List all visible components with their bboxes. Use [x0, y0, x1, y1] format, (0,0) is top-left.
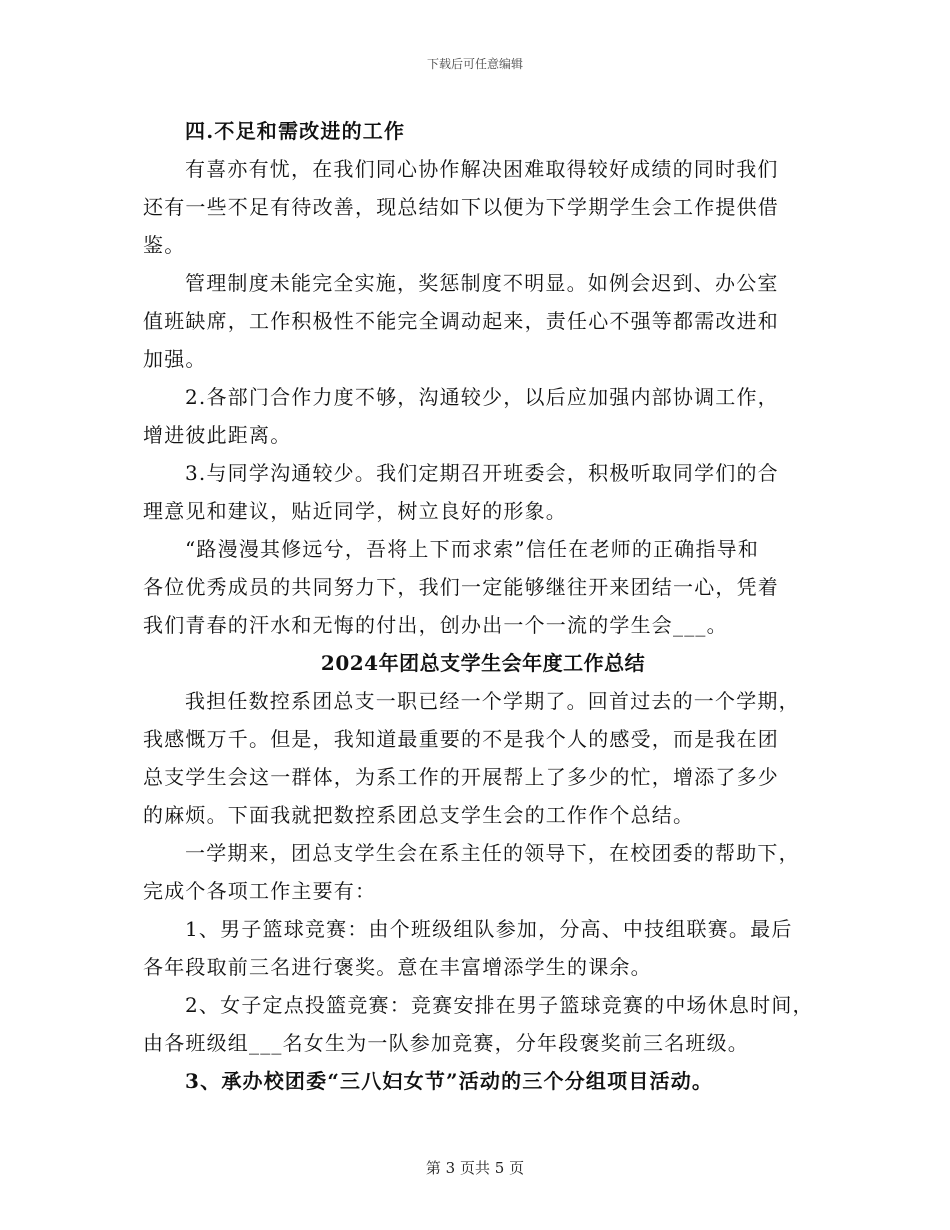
- document-title: 2024年团总支学生会年度工作总结: [320, 651, 646, 675]
- section-heading: 四.不足和需改进的工作: [185, 119, 406, 143]
- document-body: [143, 112, 823, 1100]
- paragraph-line: 3.与同学沟通较少。我们定期召开班委会，积极听取同学们的合: [185, 461, 779, 485]
- paragraph-line: 还有一些不足有待改善，现总结如下以便为下学期学生会工作提供借: [143, 195, 779, 219]
- paragraph-line: 各年段取前三名进行褒奖。意在丰富增添学生的课余。: [143, 955, 652, 979]
- paragraph-line: 有喜亦有忧，在我们同心协作解决困难取得较好成绩的同时我们: [185, 157, 779, 181]
- paragraph-line: 总支学生会这一群体，为系工作的开展帮上了多少的忙，增添了多少: [143, 765, 779, 789]
- paragraph-line: 我感慨万千。但是，我知道最重要的不是我个人的感受，而是我在团: [143, 727, 779, 751]
- paragraph-line: 各位优秀成员的共同努力下，我们一定能够继往开来团结一心，凭着: [143, 575, 779, 599]
- paragraph-line: 2、女子定点投篮竞赛：竞赛安排在男子篮球竞赛的中场休息时间，: [185, 993, 814, 1017]
- paragraph-line: 1、男子篮球竞赛：由个班级组队参加，分高、中技组联赛。最后: [185, 917, 793, 941]
- paragraph-line: 加强。: [143, 347, 207, 371]
- header-note: 下载后可任意编辑: [426, 57, 523, 71]
- paragraph-line: 完成个各项工作主要有：: [143, 879, 377, 903]
- paragraph-line: 我们青春的汗水和无悔的付出，创办出一个一流的学生会___。: [143, 613, 728, 637]
- paragraph-line: 的麻烦。下面我就把数控系团总支学生会的工作作个总结。: [143, 803, 695, 827]
- paragraph-line: 增进彼此距离。: [143, 423, 292, 447]
- page-number: 第 3 页共 5 页: [425, 1159, 525, 1177]
- bold-item-line: 3、承办校团委“三八妇女节”活动的三个分组项目活动。: [185, 1069, 714, 1093]
- paragraph-line: 一学期来，团总支学生会在系主任的领导下，在校团委的帮助下，: [185, 841, 800, 865]
- paragraph-line: 我担任数控系团总支一职已经一个学期了。回首过去的一个学期，: [185, 689, 800, 713]
- paragraph-line: 值班缺席，工作积极性不能完全调动起来，责任心不强等都需改进和: [143, 309, 779, 333]
- paragraph-line: 2.各部门合作力度不够，沟通较少，以后应加强内部协调工作，: [185, 385, 779, 409]
- paragraph-line: 理意见和建议，贴近同学，树立良好的形象。: [143, 499, 567, 523]
- paragraph-line: 由各班级组___名女生为一队参加竞赛，分年段褒奖前三名班级。: [143, 1031, 749, 1055]
- paragraph-line: 鉴。: [143, 233, 186, 257]
- paragraph-line: “路漫漫其修远兮，吾将上下而求索”信任在老师的正确指导和: [185, 537, 760, 561]
- paragraph-line: 管理制度未能完全实施，奖惩制度不明显。如例会迟到、办公室: [185, 271, 779, 295]
